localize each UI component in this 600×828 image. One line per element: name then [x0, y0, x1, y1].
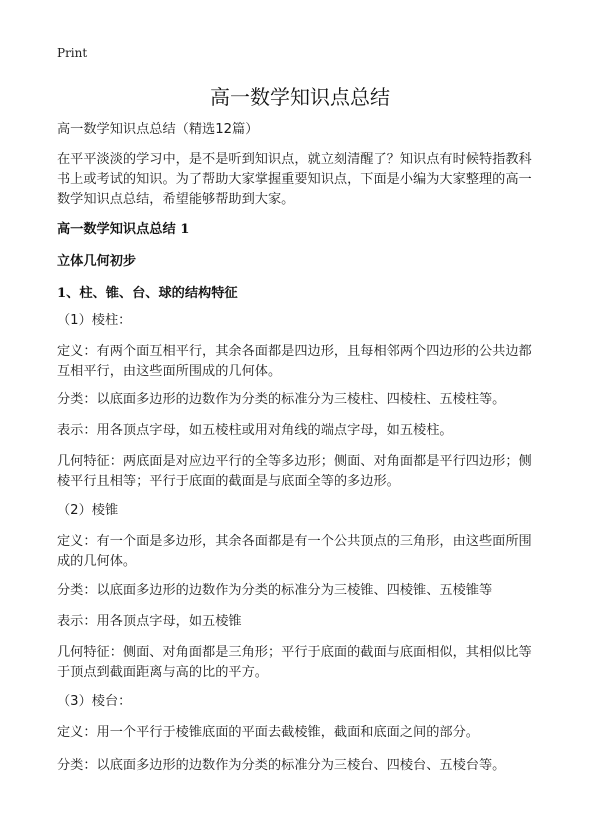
pyramid-label: （2）棱锥 — [57, 503, 119, 518]
definition-line: 互相平行，由这些面所围成的几何体。 — [57, 364, 282, 379]
pyramid-definition — [57, 532, 557, 572]
features-line: 几何特征：侧面、对角面都是三角形；平行于底面的截面与底面相似，其相似比等 — [57, 645, 532, 660]
intro-line: 书上或考试的知识。为了帮助大家掌握重要知识点，下面是小编为大家整理的高一 — [57, 172, 532, 187]
definition-line: 成的几何体。 — [57, 554, 137, 569]
subtitle: 高一数学知识点总结（精选12篇） — [57, 122, 259, 137]
intro-line: 数学知识点总结，希望能够帮助到大家。 — [57, 192, 295, 207]
features-line: 于顶点到截面距离与高的比的平方。 — [57, 665, 268, 680]
intro-line: 在平平淡淡的学习中，是不是听到知识点，就立刻清醒了？知识点有时候特指教科 — [57, 152, 532, 167]
prism-definition — [57, 342, 557, 382]
print-link[interactable]: Print — [57, 46, 88, 60]
pyramid-features — [57, 643, 557, 683]
features-line: 几何特征：两底面是对应边平行的全等多边形；侧面、对角面都是平行四边形；侧 — [57, 454, 532, 469]
definition-line: 定义：有两个面互相平行，其余各面都是四边形，且每相邻两个四边形的公共边都 — [57, 344, 532, 359]
prism-label: （1）棱柱： — [57, 313, 132, 328]
frustum-definition: 定义：用一个平行于棱锥底面的平面去截棱锥，截面和底面之间的部分。 — [57, 725, 479, 740]
intro-paragraph — [57, 150, 557, 210]
pyramid-notation: 表示：用各顶点字母，如五棱锥 — [57, 614, 242, 629]
topic-heading: 立体几何初步 — [57, 254, 137, 269]
prism-classification: 分类：以底面多边形的边数作为分类的标准分为三棱柱、四棱柱、五棱柱等。 — [57, 392, 506, 407]
section-heading: 高一数学知识点总结 1 — [57, 222, 190, 237]
sub-heading: 1、柱、锥、台、球的结构特征 — [57, 286, 238, 301]
prism-features — [57, 452, 557, 492]
page-title: 高一数学知识点总结 — [210, 85, 390, 109]
frustum-label: （3）棱台： — [57, 694, 132, 709]
pyramid-classification: 分类：以底面多边形的边数作为分类的标准分为三棱锥、四棱锥、五棱锥等 — [57, 583, 493, 598]
definition-line: 定义：有一个面是多边形，其余各面都是有一个公共顶点的三角形，由这些面所围 — [57, 534, 532, 549]
features-line: 棱平行且相等；平行于底面的截面是与底面全等的多边形。 — [57, 474, 400, 489]
prism-notation: 表示：用各顶点字母，如五棱柱或用对角线的端点字母，如五棱柱。 — [57, 423, 453, 438]
frustum-classification: 分类：以底面多边形的边数作为分类的标准分为三棱台、四棱台、五棱台等。 — [57, 758, 506, 773]
